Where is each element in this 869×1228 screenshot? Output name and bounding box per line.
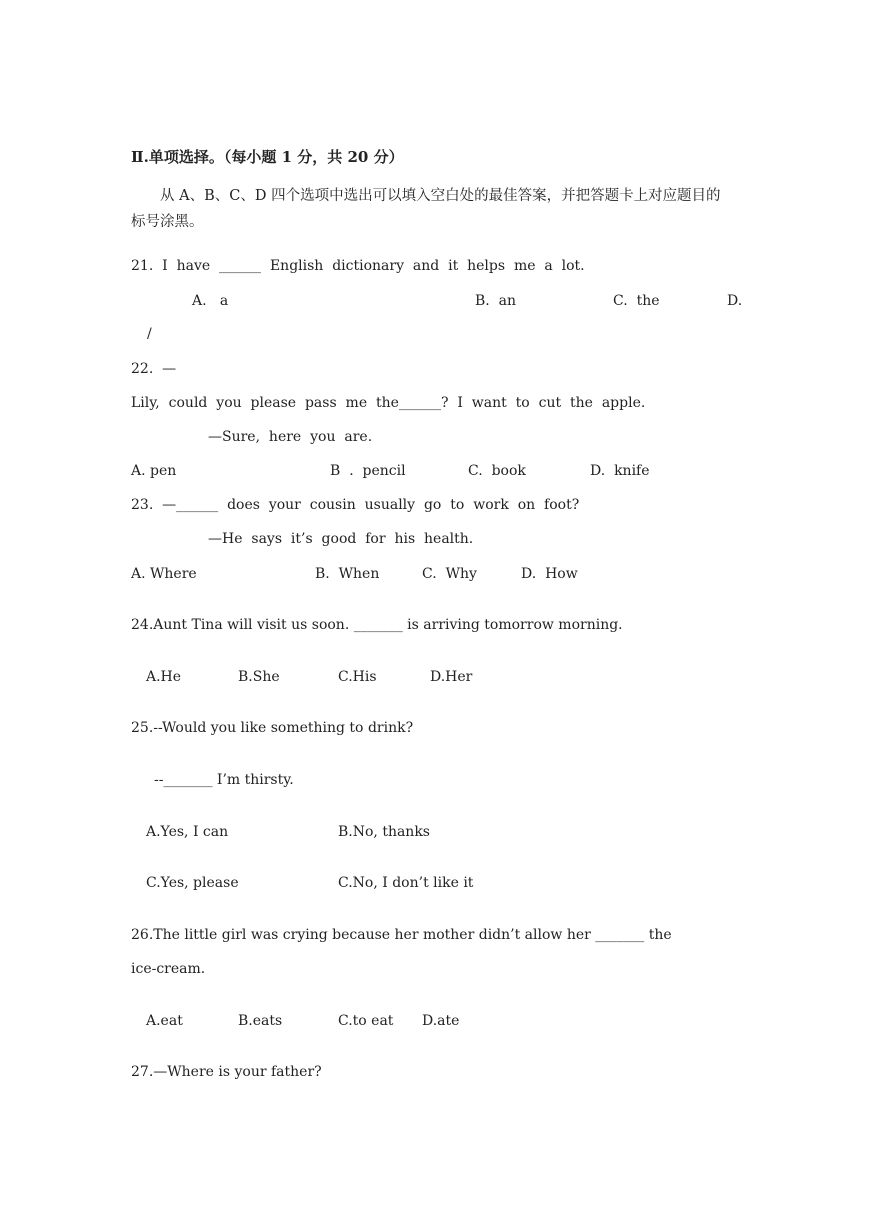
question-26-option-a: A.eat bbox=[146, 1013, 183, 1029]
question-24-option-b: B.She bbox=[238, 669, 280, 685]
instruction-line-1: 从 A、B、C、D 四个选项中选出可以填入空白处的最佳答案，并把答题卡上对应题目的 bbox=[160, 188, 721, 204]
question-25-option-c: C.Yes, please bbox=[146, 875, 239, 891]
question-21-option-b: B. an bbox=[475, 293, 517, 309]
question-25-option-b: B.No, thanks bbox=[338, 824, 430, 840]
question-23-stem-line-2: —He says it’s good for his health. bbox=[208, 531, 474, 547]
question-22-stem-line-1: 22. — bbox=[131, 361, 177, 377]
question-21-stem: 21. I have ______ English dictionary and it helps me a lot. bbox=[131, 258, 585, 274]
question-24-option-a: A.He bbox=[146, 669, 182, 685]
question-22-stem-line-2: Lily, could you please pass me the______? I want to cut the apple. bbox=[131, 395, 646, 411]
question-22-stem-line-3: —Sure, here you are. bbox=[208, 429, 373, 445]
question-25-stem-line-1: 25.--Would you like something to drink? bbox=[131, 720, 414, 736]
question-25-option-a: A.Yes, I can bbox=[146, 824, 229, 840]
question-21-option-a: A. a bbox=[192, 293, 229, 309]
question-25-stem-line-2: --_______ I’m thirsty. bbox=[154, 772, 294, 788]
question-24-option-d: D.Her bbox=[430, 669, 473, 685]
instruction-line-2: 标号涂黑。 bbox=[131, 214, 204, 230]
question-26-option-d: D.ate bbox=[422, 1013, 460, 1029]
question-23-option-a: A. Where bbox=[131, 566, 197, 582]
question-22-option-c: C. book bbox=[468, 463, 526, 479]
question-22-option-a: A. pen bbox=[131, 463, 177, 479]
question-23-option-b: B. When bbox=[315, 566, 380, 582]
question-21-option-d: D. bbox=[727, 293, 743, 309]
question-25-option-d: C.No, I don’t like it bbox=[338, 875, 474, 891]
section-title: Ⅱ.单项选择。（每小题 1 分，共 20 分） bbox=[131, 148, 404, 166]
question-22-option-b: B . pencil bbox=[330, 463, 406, 479]
question-22-option-d: D. knife bbox=[590, 463, 650, 479]
question-24-stem: 24.Aunt Tina will visit us soon. _______ is arriving tomorrow morning. bbox=[131, 617, 623, 633]
question-23-option-d: D. How bbox=[521, 566, 578, 582]
question-21-option-c: C. the bbox=[613, 293, 660, 309]
question-23-stem-line-1: 23. —______ does your cousin usually go to work on foot? bbox=[131, 497, 580, 513]
question-23-option-c: C. Why bbox=[422, 566, 477, 582]
question-24-option-c: C.His bbox=[338, 669, 377, 685]
question-26-option-b: B.eats bbox=[238, 1013, 283, 1029]
question-21-option-d-value: / bbox=[147, 326, 152, 342]
question-26-option-c: C.to eat bbox=[338, 1013, 394, 1029]
question-26-stem-line-1: 26.The little girl was crying because her mother didn’t allow her _______ the bbox=[131, 927, 672, 943]
question-27-stem: 27.—Where is your father? bbox=[131, 1064, 322, 1080]
question-26-stem-line-2: ice-cream. bbox=[131, 961, 206, 977]
